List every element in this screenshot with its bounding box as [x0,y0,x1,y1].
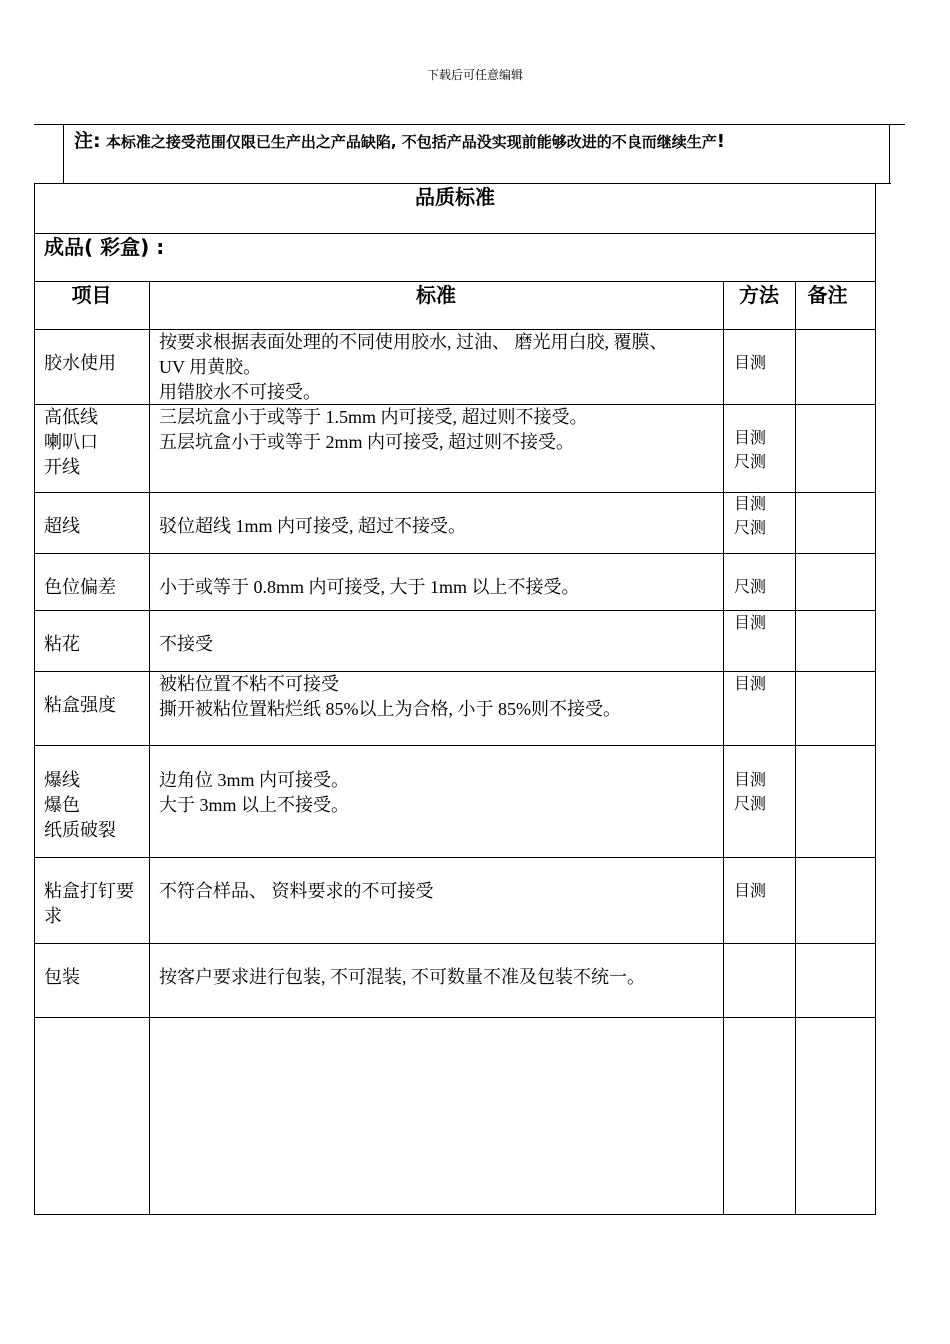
note-body: 本标准之接受范围仅限已生产出之产品缺陷, 不包括产品没实现前能够改进的不良而继续生产 [100,133,717,151]
row-standard: 不接受 [159,634,213,654]
section-label: 成品( 彩盒) : [44,235,165,259]
note-text [74,126,725,153]
row-item: 粘盒打钉要 求 [44,881,134,926]
row-standard: 不符合样品、 资料要求的不可接受 [159,881,434,901]
row-standard: 按要求根据表面处理的不同使用胶水, 过油、 磨光用白胶, 覆膜、 UV 用黄胶。 用错胶水不可接受。 [159,332,668,402]
row-item: 包装 [44,967,80,987]
row-method: 目测 [734,355,767,372]
row-item: 超线 [44,516,80,536]
header-method: 方法 [739,283,779,307]
row-standard: 三层坑盒小于或等于 1.5mm 内可接受, 超过则不接受。 五层坑盒小于或等于 2mm 内可接受, 超过则不接受。 [159,407,588,452]
row-item: 爆线 爆色 纸质破裂 [44,770,116,840]
row-item: 色位偏差 [44,577,116,597]
table-title: 品质标准 [415,185,495,209]
header-remark: 备注 [807,283,848,307]
row-method: 目测 [734,676,767,693]
row-standard: 被粘位置不粘不可接受 撕开被粘位置粘烂纸 85%以上为合格, 小于 85%则不接受。 [159,674,621,719]
download-note: 下载后可任意编辑 [426,68,523,82]
row-standard: 小于或等于 0.8mm 内可接受, 大于 1mm 以上不接受。 [159,577,580,597]
row-method: 尺测 [734,579,767,596]
note-tail: ! [716,131,725,152]
row-method: 目测 尺测 [734,772,767,813]
row-method: 目测 尺测 [734,496,767,537]
row-item: 粘花 [44,634,80,654]
row-item: 胶水使用 [44,353,116,373]
row-method: 目测 [734,883,767,900]
note-lead: 注: [74,130,101,152]
row-standard: 驳位超线 1mm 内可接受, 超过不接受。 [159,516,467,536]
row-item: 粘盒强度 [44,695,116,715]
row-item: 高低线 喇叭口 开线 [44,407,98,477]
row-standard: 边角位 3mm 内可接受。 大于 3mm 以上不接受。 [159,770,350,815]
row-method: 目测 [734,615,767,632]
header-standard: 标准 [416,283,456,307]
header-item: 项目 [71,283,112,307]
row-method: 目测 尺测 [734,430,767,471]
row-standard: 按客户要求进行包装, 不可混装, 不可数量不准及包装不统一。 [159,967,645,987]
